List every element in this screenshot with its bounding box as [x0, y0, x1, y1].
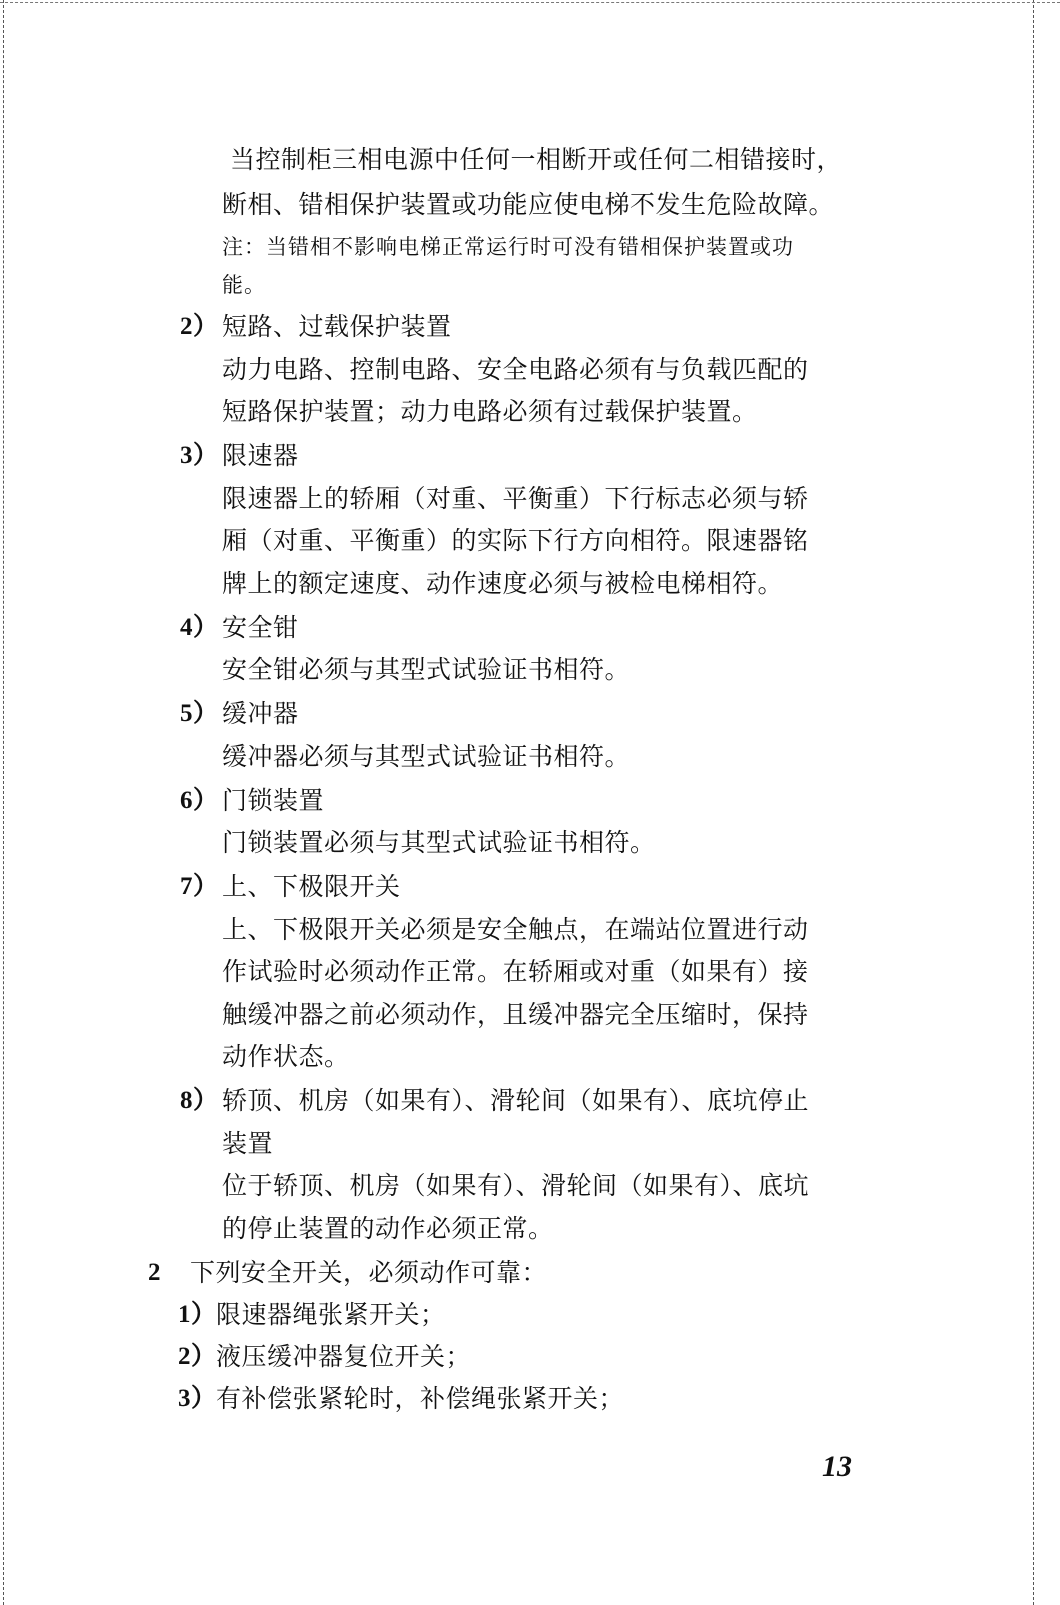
scan-border-right — [1033, 0, 1034, 1605]
item-body-line: 门锁装置必须与其型式试验证书相符。 — [222, 828, 656, 857]
scan-border-left — [3, 0, 4, 1605]
item-number: 2） — [180, 313, 219, 340]
item-body-line: 触缓冲器之前必须动作，且缓冲器完全压缩时，保持 — [222, 999, 809, 1029]
scan-border-top — [0, 2, 1060, 3]
item-body-line: 牌上的额定速度、动作速度必须与被检电梯相符。 — [222, 568, 784, 598]
item-body-line: 厢（对重、平衡重）的实际下行方向相符。限速器铭 — [222, 526, 809, 555]
item-body-line: 的停止装置的动作必须正常。 — [222, 1213, 554, 1243]
subitem-number: 2） — [178, 1343, 217, 1370]
item-body-line: 动作状态。 — [222, 1042, 350, 1071]
subitem-number: 3） — [178, 1385, 217, 1412]
item-title: 缓冲器 — [222, 699, 299, 728]
item-body-line: 位于轿顶、机房（如果有）、滑轮间（如果有）、底坑 — [222, 1171, 810, 1200]
subitem-number: 1） — [178, 1301, 217, 1328]
item-title: 门锁装置 — [222, 785, 325, 815]
subitem-text: 液压缓冲器复位开关； — [216, 1342, 472, 1371]
paragraph-line: 当控制柜三相电源中任何一相断开或任何二相错接时， — [230, 145, 843, 174]
item-number: 8） — [180, 1087, 219, 1114]
item-body-line: 限速器上的轿厢（对重、平衡重）下行标志必须与轿 — [222, 483, 809, 513]
item-number: 4） — [180, 613, 219, 641]
subitem-text: 有补偿张紧轮时，补偿绳张紧开关； — [216, 1384, 625, 1413]
item-body-line: 作试验时必须动作正常。在轿厢或对重（如果有）接 — [222, 957, 809, 986]
subitem-text: 限速器绳张紧开关； — [216, 1300, 446, 1329]
note-line: 能。 — [222, 273, 266, 297]
item-title: 上、下极限开关 — [222, 872, 401, 901]
item-body-line: 安全钳必须与其型式试验证书相符。 — [222, 655, 631, 684]
section-number: 2 — [148, 1259, 161, 1286]
item-number: 5） — [180, 700, 219, 727]
item-title: 装置 — [222, 1128, 274, 1158]
item-number: 3） — [180, 442, 219, 469]
item-number: 6） — [180, 786, 219, 814]
item-body-line: 缓冲器必须与其型式试验证书相符。 — [222, 741, 631, 771]
item-body-line: 上、下极限开关必须是安全触点，在端站位置进行动 — [222, 914, 809, 944]
item-title: 短路、过载保护装置 — [222, 312, 452, 341]
note-line: 注：当错相不影响电梯正常运行时可没有错相保护装置或功 — [222, 235, 794, 259]
item-title: 限速器 — [222, 441, 299, 470]
page-number: 13 — [822, 1450, 852, 1483]
paragraph-line: 断相、错相保护装置或功能应使电梯不发生危险故障。 — [222, 190, 835, 219]
item-title: 安全钳 — [222, 612, 299, 642]
item-body-line: 动力电路、控制电路、安全电路必须有与负载匹配的 — [222, 354, 809, 384]
item-number: 7） — [180, 873, 219, 900]
item-title: 轿顶、机房（如果有）、滑轮间（如果有）、底坑停止 — [222, 1086, 810, 1115]
section-title: 下列安全开关，必须动作可靠： — [190, 1258, 548, 1287]
item-body-line: 短路保护装置；动力电路必须有过载保护装置。 — [222, 397, 758, 426]
